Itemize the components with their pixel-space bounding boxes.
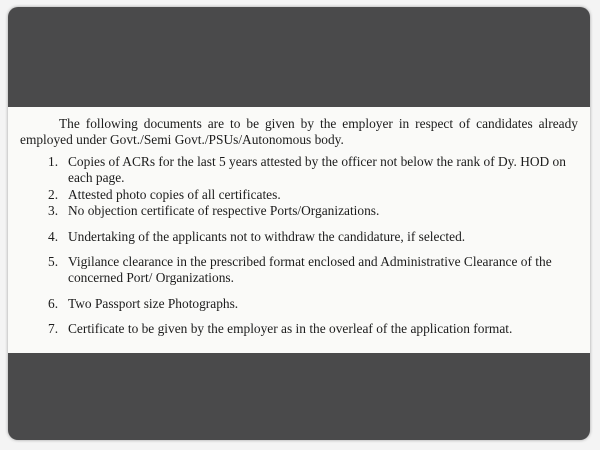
list-item-text: Vigilance clearance in the prescribed format enclosed and Administrative Clearance of the concerned Port/ Organizations. (68, 254, 552, 285)
document-page (8, 107, 590, 353)
list-item-number: 2. (48, 187, 59, 202)
list-item (48, 187, 578, 203)
list-item-text: No objection certificate of respective Ports/Organizations. (68, 203, 380, 218)
list-item (48, 296, 578, 312)
list-item-text: Copies of ACRs for the last 5 years attested by the officer not below the rank of Dy. HOD on each page. (68, 154, 566, 185)
list-item-text: Certificate to be given by the employer as in the overleaf of the application format. (68, 321, 513, 336)
list-item (48, 154, 578, 185)
list-item-text: Undertaking of the applicants not to withdraw the candidature, if selected. (68, 229, 466, 244)
list-item (48, 229, 578, 245)
list-item (48, 321, 578, 337)
list-item-number: 6. (48, 296, 59, 311)
list-item-text: Two Passport size Photographs. (68, 296, 239, 311)
intro-paragraph: The following documents are to be given by the employer in respect of candidates already employed under Govt./Semi Govt./PSUs/Autonomous body. (20, 116, 578, 147)
list-item-number: 4. (48, 229, 59, 244)
list-item-number: 7. (48, 321, 59, 336)
list-item-number: 3. (48, 203, 59, 218)
list-item-text: Attested photo copies of all certificates. (68, 187, 281, 202)
list-item-number: 1. (48, 154, 59, 169)
list-item (48, 254, 578, 285)
list-item (48, 203, 578, 219)
list-item-number: 5. (48, 254, 59, 269)
image-frame (8, 7, 590, 440)
